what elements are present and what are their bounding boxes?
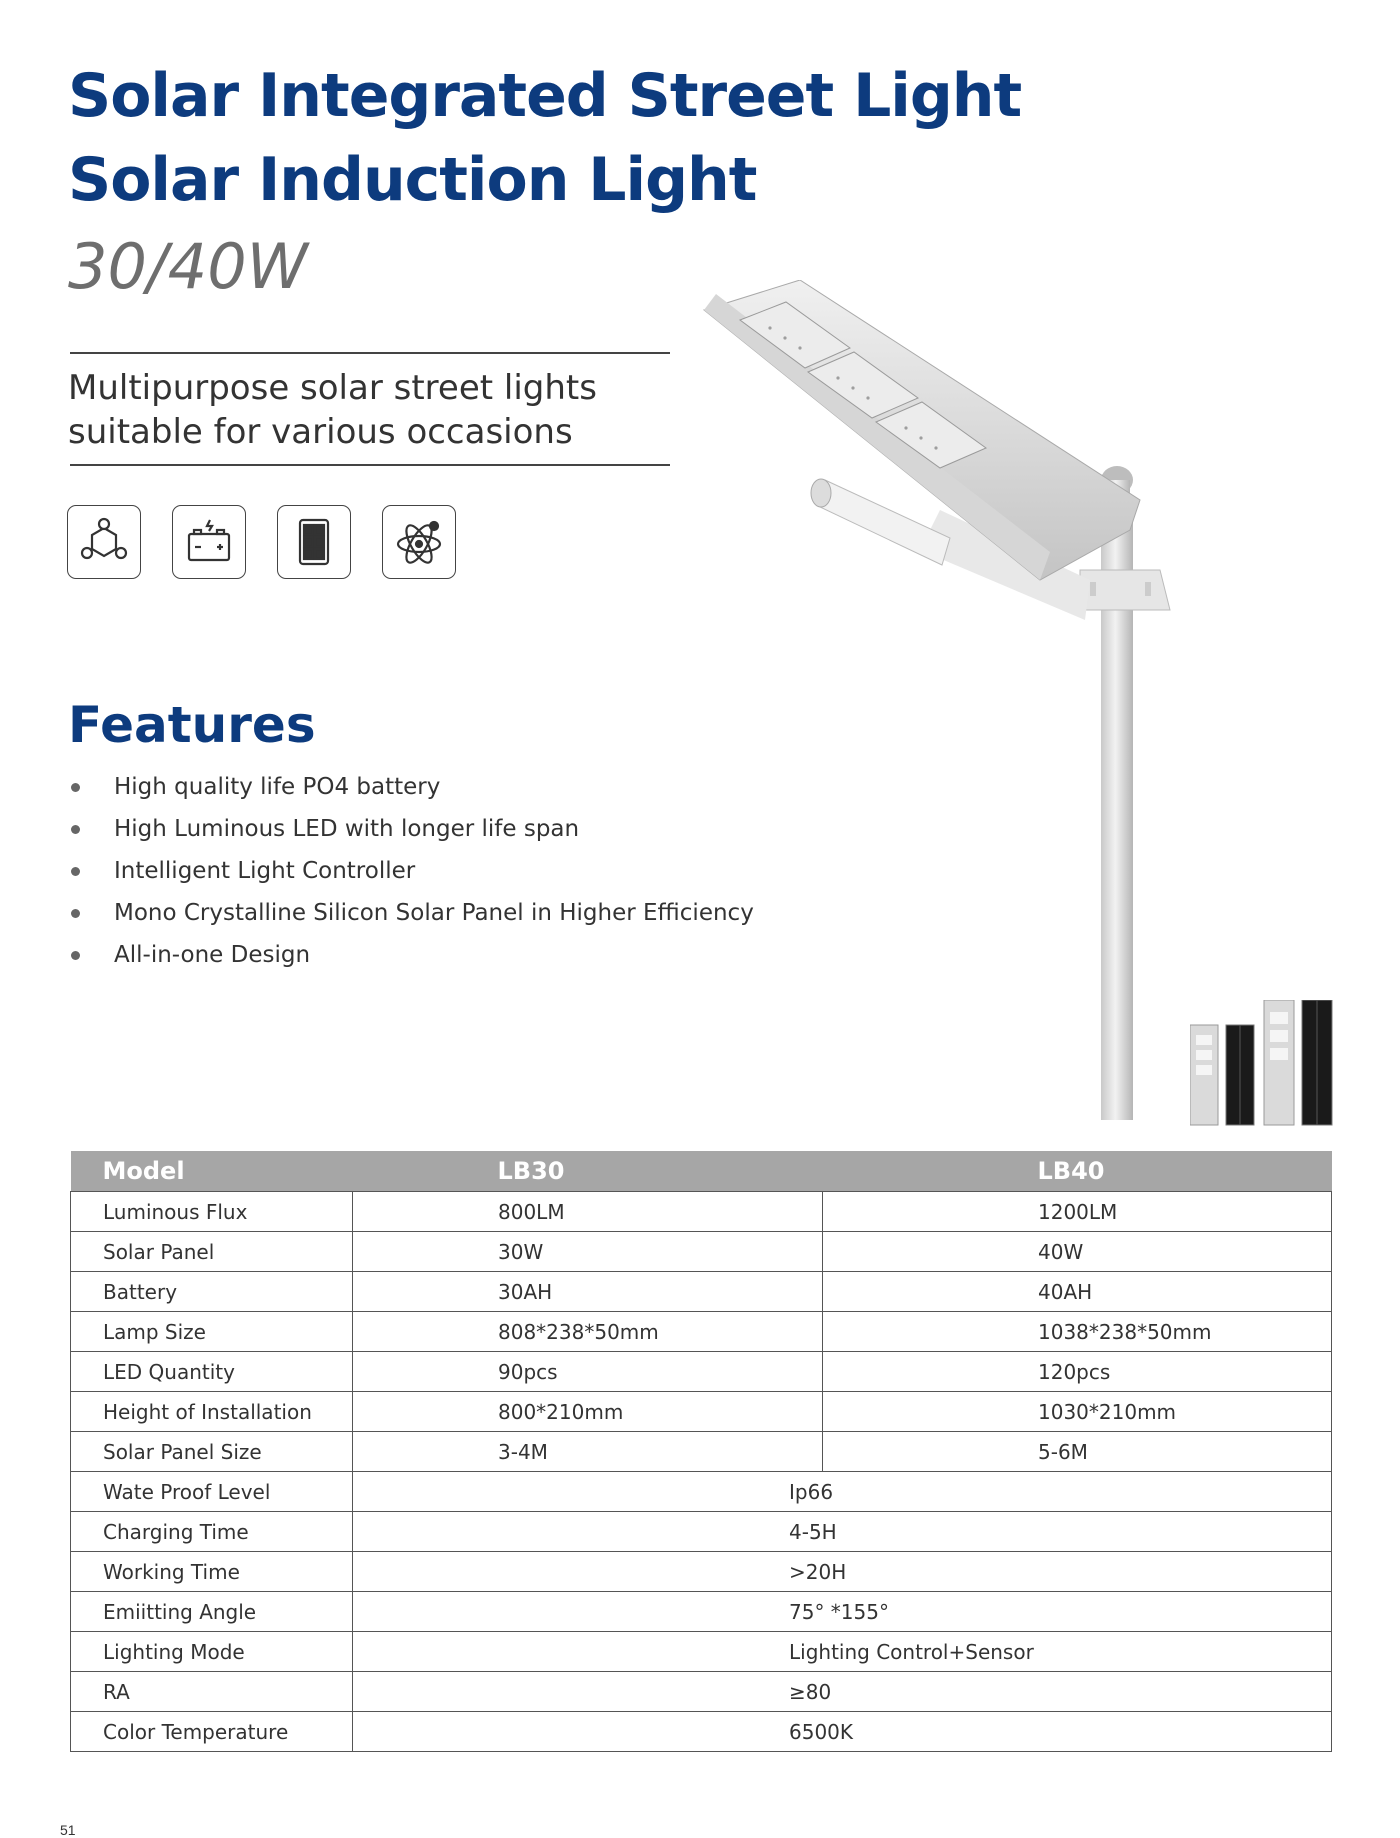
row-label: Emiitting Angle — [71, 1592, 353, 1632]
row-label: Wate Proof Level — [71, 1472, 353, 1512]
table-row — [71, 1592, 1332, 1632]
feature-item — [68, 766, 754, 808]
row-label: Lighting Mode — [71, 1632, 353, 1672]
row-label: Lamp Size — [71, 1312, 353, 1352]
lb30-value: 90pcs — [353, 1352, 823, 1392]
table-row — [71, 1272, 1332, 1312]
table-row — [71, 1512, 1332, 1552]
tagline-line-2: suitable for various occasions — [68, 412, 573, 452]
table-row — [71, 1392, 1332, 1432]
lb30-value: 800*210mm — [353, 1392, 823, 1432]
row-label: Color Temperature — [71, 1712, 353, 1752]
features-heading: Features — [68, 696, 316, 754]
lb40-value: 1200LM — [823, 1192, 1332, 1232]
wattage-subtitle: 30/40W — [68, 230, 308, 303]
feature-item — [68, 850, 754, 892]
shared-value: ≥80 — [353, 1672, 1332, 1712]
shared-value: >20H — [353, 1552, 1332, 1592]
header-model: Model — [71, 1151, 353, 1192]
lb30-value: 30W — [353, 1232, 823, 1272]
table-row — [71, 1232, 1332, 1272]
bullet-icon — [71, 951, 80, 960]
header-lb40: LB40 — [823, 1151, 1332, 1192]
row-label: Solar Panel Size — [71, 1432, 353, 1472]
network-nodes-icon — [67, 505, 141, 579]
row-label: Battery — [71, 1272, 353, 1312]
tagline-line-1: Multipurpose solar street lights — [68, 368, 597, 408]
shared-value: Lighting Control+Sensor — [353, 1632, 1332, 1672]
lb30-value: 800LM — [353, 1192, 823, 1232]
lb40-value: 120pcs — [823, 1352, 1332, 1392]
feature-item — [68, 892, 754, 934]
shared-value: 6500K — [353, 1712, 1332, 1752]
feature-item — [68, 934, 754, 976]
street-light-image — [690, 280, 1190, 1120]
tagline — [68, 366, 688, 454]
table-row — [71, 1352, 1332, 1392]
shared-value: 4-5H — [353, 1512, 1332, 1552]
features-list — [68, 766, 754, 976]
shared-value: 75° *155° — [353, 1592, 1332, 1632]
table-row — [71, 1552, 1332, 1592]
feature-text: All-in-one Design — [114, 942, 311, 968]
lb30-value: 30AH — [353, 1272, 823, 1312]
table-row — [71, 1432, 1332, 1472]
feature-item — [68, 808, 754, 850]
feature-text: High Luminous LED with longer life span — [114, 816, 580, 842]
row-label: Solar Panel — [71, 1232, 353, 1272]
title-line-1: Solar Integrated Street Light — [68, 61, 1022, 131]
lb40-value: 40AH — [823, 1272, 1332, 1312]
row-label: RA — [71, 1672, 353, 1712]
row-label: Luminous Flux — [71, 1192, 353, 1232]
divider-top — [70, 352, 670, 354]
bullet-icon — [71, 783, 80, 792]
row-label: Working Time — [71, 1552, 353, 1592]
table-row — [71, 1472, 1332, 1512]
row-label: Height of Installation — [71, 1392, 353, 1432]
title-line-2: Solar Induction Light — [68, 145, 757, 215]
lb40-value: 40W — [823, 1232, 1332, 1272]
feature-text: Mono Crystalline Silicon Solar Panel in Higher Efficiency — [114, 900, 754, 926]
lb30-value: 808*238*50mm — [353, 1312, 823, 1352]
header-lb30: LB30 — [353, 1151, 823, 1192]
table-row — [71, 1632, 1332, 1672]
battery-icon — [172, 505, 246, 579]
shared-value: Ip66 — [353, 1472, 1332, 1512]
solar-panel-icon — [277, 505, 351, 579]
feature-text: High quality life PO4 battery — [114, 774, 441, 800]
lb30-value: 3-4M — [353, 1432, 823, 1472]
lb40-value: 5-6M — [823, 1432, 1332, 1472]
table-row — [71, 1672, 1332, 1712]
bullet-icon — [71, 909, 80, 918]
lb40-value: 1038*238*50mm — [823, 1312, 1332, 1352]
row-label: Charging Time — [71, 1512, 353, 1552]
variant-thumbnails — [1190, 1000, 1340, 1135]
divider-bottom — [70, 464, 670, 466]
table-row — [71, 1712, 1332, 1752]
feature-icons-row — [67, 505, 456, 579]
bullet-icon — [71, 867, 80, 876]
lb40-value: 1030*210mm — [823, 1392, 1332, 1432]
page-number: 51 — [60, 1822, 76, 1838]
bullet-icon — [71, 825, 80, 834]
row-label: LED Quantity — [71, 1352, 353, 1392]
table-row — [71, 1312, 1332, 1352]
table-header-row — [71, 1151, 1332, 1192]
table-row — [71, 1192, 1332, 1232]
spec-table — [70, 1151, 1332, 1752]
feature-text: Intelligent Light Controller — [114, 858, 416, 884]
atom-icon — [382, 505, 456, 579]
